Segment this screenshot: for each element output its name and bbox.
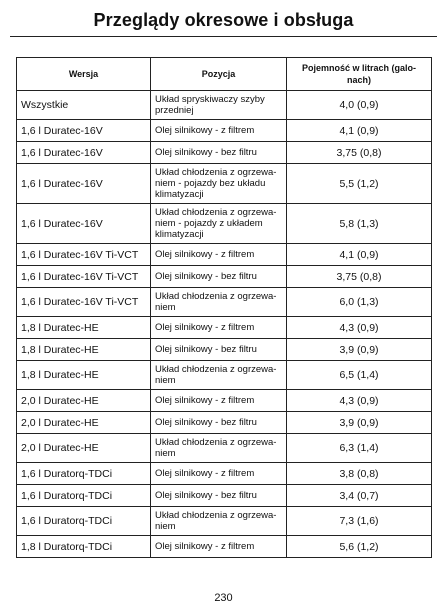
cell-item: Układ spryskiwaczy szyby przedniej	[151, 91, 287, 120]
table-row	[17, 434, 432, 463]
cell-capacity: 3,9 (0,9)	[287, 339, 432, 361]
cell-capacity: 5,8 (1,3)	[287, 204, 432, 244]
cell-capacity: 3,8 (0,8)	[287, 463, 432, 485]
cell-item: Olej silnikowy - z filtrem	[151, 536, 287, 558]
cell-capacity: 4,1 (0,9)	[287, 244, 432, 266]
cell-version: 1,8 l Duratorq-TDCi	[17, 536, 151, 558]
table-body	[17, 91, 432, 558]
cell-version: 1,6 l Duratec-16V Ti-VCT	[17, 244, 151, 266]
cell-version: 1,6 l Duratec-16V	[17, 204, 151, 244]
cell-capacity: 3,75 (0,8)	[287, 142, 432, 164]
cell-item: Olej silnikowy - z filtrem	[151, 390, 287, 412]
cell-version: 1,8 l Duratec-HE	[17, 339, 151, 361]
cell-version: Wszystkie	[17, 91, 151, 120]
cell-item: Olej silnikowy - z filtrem	[151, 120, 287, 142]
cell-item: Olej silnikowy - z filtrem	[151, 244, 287, 266]
table-row	[17, 507, 432, 536]
cell-version: 1,8 l Duratec-HE	[17, 361, 151, 390]
table-row	[17, 120, 432, 142]
table-row	[17, 91, 432, 120]
cell-capacity: 7,3 (1,6)	[287, 507, 432, 536]
page-number: 230	[214, 592, 233, 604]
cell-item: Olej silnikowy - bez filtru	[151, 266, 287, 288]
cell-version: 1,6 l Duratorq-TDCi	[17, 485, 151, 507]
cell-capacity: 3,75 (0,8)	[287, 266, 432, 288]
page-title: Przeglądy okresowe i obsługa	[93, 10, 354, 30]
table-row	[17, 485, 432, 507]
cell-version: 1,6 l Duratec-16V	[17, 142, 151, 164]
cell-item: Olej silnikowy - z filtrem	[151, 463, 287, 485]
cell-capacity: 3,9 (0,9)	[287, 412, 432, 434]
table-row	[17, 361, 432, 390]
cell-capacity: 6,0 (1,3)	[287, 288, 432, 317]
table-row	[17, 390, 432, 412]
cell-item: Olej silnikowy - bez filtru	[151, 412, 287, 434]
cell-version: 1,6 l Duratec-16V Ti-VCT	[17, 288, 151, 317]
cell-capacity: 6,5 (1,4)	[287, 361, 432, 390]
title-rule	[10, 36, 437, 37]
cell-capacity: 3,4 (0,7)	[287, 485, 432, 507]
cell-version: 2,0 l Duratec-HE	[17, 412, 151, 434]
table-row	[17, 164, 432, 204]
cell-item: Układ chłodzenia z ogrzewa-niem - pojazdy bez układu klimatyzacji	[151, 164, 287, 204]
table-row	[17, 339, 432, 361]
cell-version: 1,6 l Duratec-16V Ti-VCT	[17, 266, 151, 288]
table-row	[17, 317, 432, 339]
cell-item: Układ chłodzenia z ogrzewa-niem	[151, 361, 287, 390]
table-row	[17, 412, 432, 434]
table-row	[17, 536, 432, 558]
cell-capacity: 6,3 (1,4)	[287, 434, 432, 463]
cell-version: 1,8 l Duratec-HE	[17, 317, 151, 339]
cell-version: 2,0 l Duratec-HE	[17, 390, 151, 412]
table-row	[17, 244, 432, 266]
capacity-table	[16, 57, 432, 558]
table-row	[17, 463, 432, 485]
cell-item: Układ chłodzenia z ogrzewa-niem	[151, 507, 287, 536]
table-row	[17, 142, 432, 164]
cell-item: Układ chłodzenia z ogrzewa-niem	[151, 434, 287, 463]
cell-item: Olej silnikowy - bez filtru	[151, 339, 287, 361]
header-capacity: Pojemność w litrach (galo-nach)	[287, 58, 432, 91]
cell-capacity: 4,3 (0,9)	[287, 390, 432, 412]
cell-item: Olej silnikowy - bez filtru	[151, 485, 287, 507]
cell-capacity: 4,3 (0,9)	[287, 317, 432, 339]
table-row	[17, 204, 432, 244]
table-header-row	[17, 58, 432, 91]
table-row	[17, 266, 432, 288]
cell-capacity: 5,5 (1,2)	[287, 164, 432, 204]
header-item: Pozycja	[151, 58, 287, 91]
cell-version: 2,0 l Duratec-HE	[17, 434, 151, 463]
cell-capacity: 5,6 (1,2)	[287, 536, 432, 558]
cell-item: Układ chłodzenia z ogrzewa-niem - pojazdy z układem klimatyzacji	[151, 204, 287, 244]
cell-item: Olej silnikowy - z filtrem	[151, 317, 287, 339]
cell-capacity: 4,0 (0,9)	[287, 91, 432, 120]
cell-version: 1,6 l Duratec-16V	[17, 164, 151, 204]
header-version: Wersja	[17, 58, 151, 91]
table-row	[17, 288, 432, 317]
cell-version: 1,6 l Duratorq-TDCi	[17, 507, 151, 536]
cell-version: 1,6 l Duratec-16V	[17, 120, 151, 142]
cell-item: Układ chłodzenia z ogrzewa-niem	[151, 288, 287, 317]
cell-item: Olej silnikowy - bez filtru	[151, 142, 287, 164]
cell-version: 1,6 l Duratorq-TDCi	[17, 463, 151, 485]
cell-capacity: 4,1 (0,9)	[287, 120, 432, 142]
